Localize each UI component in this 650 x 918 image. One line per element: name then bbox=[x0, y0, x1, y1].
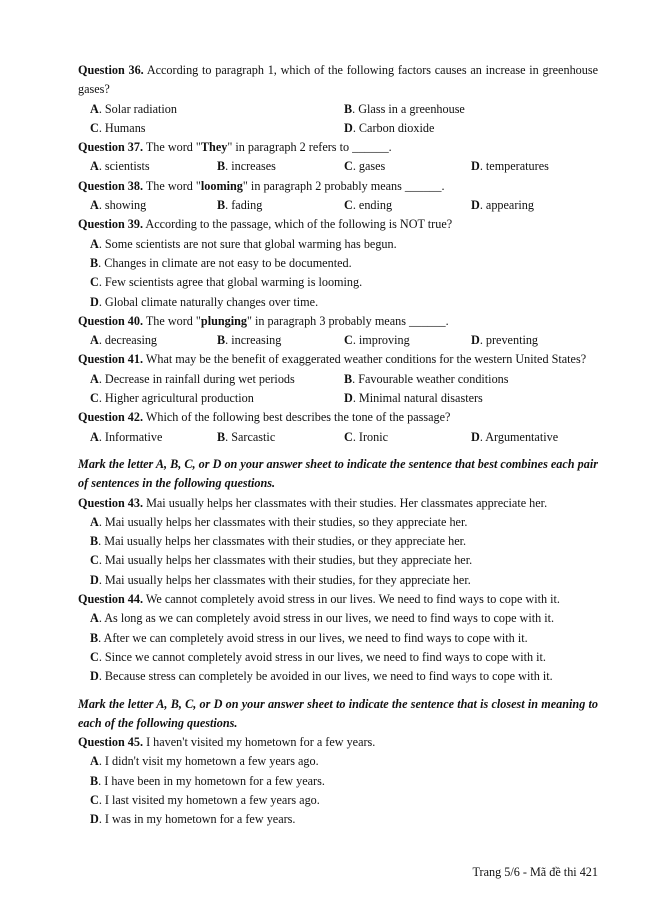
target-word: plunging bbox=[200, 313, 247, 328]
question-39 bbox=[78, 215, 598, 234]
option-letter: C bbox=[344, 429, 353, 444]
option-text: The word " bbox=[145, 178, 201, 193]
option-d[interactable]: D. appearing bbox=[471, 198, 534, 213]
option-text: " in paragraph 2 probably means ______. bbox=[242, 178, 445, 193]
option-text: Mai usually helps her classmates with their studies. Her classmates appreciate her. bbox=[146, 495, 548, 510]
option-text: Humans bbox=[104, 120, 146, 135]
option-letter: C bbox=[90, 275, 99, 290]
option-letter: A bbox=[90, 159, 99, 174]
option-text: Glass in a greenhouse bbox=[358, 101, 465, 116]
option-letter: B bbox=[217, 333, 226, 348]
option-text: Favourable weather conditions bbox=[358, 371, 509, 386]
option-text: We cannot completely avoid stress in our lives. We need to find ways to cope with it. bbox=[145, 592, 560, 607]
option-text: appearing bbox=[485, 198, 534, 213]
option-letter: A bbox=[90, 514, 99, 529]
options-row bbox=[78, 157, 598, 176]
option-text: decreasing bbox=[104, 333, 158, 348]
option-c[interactable]: C. Since we cannot completely avoid stress in our lives, we need to find ways to cope with it. bbox=[90, 649, 546, 664]
option-c[interactable]: C. Ironic bbox=[344, 429, 389, 444]
option-letter: Question 43. bbox=[78, 495, 144, 510]
option-a[interactable]: A. As long as we can completely avoid stress in our lives, we need to find ways to cope with it. bbox=[90, 611, 555, 626]
option-b[interactable]: B. After we can completely avoid stress in our lives, we need to find ways to cope with it. bbox=[90, 630, 528, 645]
option-letter: B bbox=[90, 630, 99, 645]
question-37 bbox=[78, 138, 598, 157]
question-label: Question 36. bbox=[78, 63, 144, 77]
option-text: " in paragraph 2 refers to ______. bbox=[227, 140, 392, 155]
option-letter: A bbox=[90, 754, 99, 769]
option-text: Mai usually helps her classmates with their studies, but they appreciate her. bbox=[104, 553, 473, 568]
option-d[interactable]: D. I was in my hometown for a few years. bbox=[90, 812, 296, 827]
option-a[interactable]: A. Solar radiation bbox=[90, 101, 177, 116]
exam-page bbox=[78, 61, 598, 830]
option-text: improving bbox=[358, 333, 410, 348]
question-43 bbox=[78, 494, 598, 513]
option-text: increases bbox=[231, 159, 276, 174]
option-c[interactable]: C. I last visited my hometown a few years ago. bbox=[90, 792, 320, 807]
section-instruction-combine: Mark the letter A, B, C, or D on your answer sheet to indicate the sentence that best combines each pair of sentences in the following questions. bbox=[78, 456, 598, 491]
option-text: Some scientists are not sure that global warming has begun. bbox=[104, 236, 397, 251]
option-text: Changes in climate are not easy to be documented. bbox=[104, 255, 352, 270]
option-letter: B bbox=[344, 371, 353, 386]
option-letter: B bbox=[217, 429, 226, 444]
option-b[interactable]: B. Sarcastic bbox=[217, 429, 276, 444]
option-c[interactable]: C. ending bbox=[344, 198, 393, 213]
option-text: I last visited my hometown a few years ago. bbox=[104, 792, 320, 807]
option-c[interactable]: C. Humans bbox=[90, 120, 146, 135]
option-a[interactable]: A. I didn't visit my hometown a few years ago. bbox=[90, 754, 319, 769]
options-row bbox=[78, 389, 598, 408]
option-letter: C bbox=[90, 649, 99, 664]
options-row bbox=[78, 196, 598, 215]
option-text: Mai usually helps her classmates with their studies, so they appreciate her. bbox=[104, 514, 468, 529]
option-letter: A bbox=[90, 429, 99, 444]
option-letter: B bbox=[344, 101, 353, 116]
option-letter: D bbox=[344, 120, 353, 135]
options-row bbox=[78, 370, 598, 389]
option-text: According to the passage, which of the following is NOT true? bbox=[145, 217, 453, 232]
option-letter: B bbox=[217, 159, 226, 174]
question-42 bbox=[78, 408, 598, 427]
option-d[interactable]: D. preventing bbox=[471, 333, 539, 348]
option-letter: B bbox=[90, 255, 99, 270]
option-b[interactable]: B. Glass in a greenhouse bbox=[344, 101, 465, 116]
option-a[interactable]: A. scientists bbox=[90, 159, 150, 174]
option-letter: C bbox=[90, 120, 99, 135]
option-text: Since we cannot completely avoid stress in our lives, we need to find ways to cope with it. bbox=[104, 649, 546, 664]
options-row bbox=[78, 100, 598, 119]
option-d[interactable]: D. Argumentative bbox=[471, 429, 559, 444]
option-text: Mai usually helps her classmates with their studies, for they appreciate her. bbox=[104, 572, 471, 587]
option-c[interactable]: C. Mai usually helps her classmates with their studies, but they appreciate her. bbox=[90, 553, 473, 568]
question-44 bbox=[78, 590, 598, 609]
option-c[interactable]: C. Higher agricultural production bbox=[90, 391, 254, 406]
option-letter: Question 37. bbox=[78, 140, 144, 155]
option-letter: D bbox=[90, 669, 99, 684]
option-c[interactable]: C. Few scientists agree that global warming is looming. bbox=[90, 275, 363, 290]
option-text: showing bbox=[104, 198, 147, 213]
option-text: gases bbox=[358, 159, 386, 174]
option-text: The word " bbox=[145, 140, 201, 155]
option-text: " in paragraph 3 probably means ______. bbox=[247, 313, 449, 328]
options-row bbox=[78, 119, 598, 138]
option-text: Informative bbox=[104, 429, 163, 444]
section-instruction-closest-meaning: Mark the letter A, B, C, or D on your answer sheet to indicate the sentence that is closest in meaning to each of the following questions. bbox=[78, 696, 598, 730]
option-letter: Question 41. bbox=[78, 352, 144, 367]
option-c[interactable]: C. gases bbox=[344, 159, 386, 174]
option-letter: C bbox=[90, 553, 99, 568]
option-b[interactable]: B. fading bbox=[217, 198, 263, 213]
option-text: Solar radiation bbox=[104, 101, 177, 116]
option-a[interactable]: A. Mai usually helps her classmates with their studies, so they appreciate her. bbox=[90, 514, 468, 529]
option-letter: D bbox=[90, 572, 99, 587]
option-text: preventing bbox=[485, 333, 539, 348]
option-text: Argumentative bbox=[485, 429, 559, 444]
option-text: temperatures bbox=[485, 159, 549, 174]
option-b[interactable]: B. increasing bbox=[217, 333, 282, 348]
option-text: Mai usually helps her classmates with their studies, or they appreciate her. bbox=[104, 534, 467, 549]
option-text: After we can completely avoid stress in our lives, we need to find ways to cope with it. bbox=[103, 630, 528, 645]
option-letter: Question 38. bbox=[78, 178, 144, 193]
question-45 bbox=[78, 733, 598, 752]
options-row bbox=[78, 331, 598, 350]
option-letter: Question 45. bbox=[78, 735, 144, 750]
option-letter: D bbox=[471, 198, 480, 213]
question-40 bbox=[78, 312, 598, 331]
option-letter: A bbox=[90, 611, 99, 626]
option-letter: D bbox=[471, 333, 480, 348]
option-d[interactable]: D. Mai usually helps her classmates with their studies, for they appreciate her. bbox=[90, 572, 471, 587]
option-b[interactable]: B. Changes in climate are not easy to be documented. bbox=[90, 255, 352, 270]
option-text: I didn't visit my hometown a few years ago. bbox=[104, 754, 319, 769]
option-letter: C bbox=[90, 792, 99, 807]
option-text: I haven't visited my hometown for a few years. bbox=[146, 735, 376, 750]
option-a[interactable]: A. decreasing bbox=[90, 333, 158, 348]
option-text: ending bbox=[358, 198, 393, 213]
option-letter: A bbox=[90, 333, 99, 348]
option-letter: B bbox=[90, 534, 99, 549]
option-text: scientists bbox=[104, 159, 150, 174]
option-text: The word " bbox=[145, 313, 201, 328]
option-letter: D bbox=[90, 812, 99, 827]
option-text: I have been in my hometown for a few years. bbox=[104, 773, 325, 788]
option-letter: Question 40. bbox=[78, 313, 144, 328]
option-d[interactable]: D. Global climate naturally changes over time. bbox=[90, 294, 319, 309]
option-a[interactable]: A. Decrease in rainfall during wet periods bbox=[90, 371, 295, 386]
option-b[interactable]: B. Mai usually helps her classmates with their studies, or they appreciate her. bbox=[90, 534, 467, 549]
options-row bbox=[78, 428, 598, 447]
option-a[interactable]: A. Informative bbox=[90, 429, 163, 444]
option-text: increasing bbox=[231, 333, 282, 348]
option-d[interactable]: D. Carbon dioxide bbox=[344, 120, 435, 135]
option-text: Global climate naturally changes over time. bbox=[104, 294, 319, 309]
target-word: They bbox=[200, 140, 228, 155]
option-letter: Question 42. bbox=[78, 410, 144, 425]
option-text: Minimal natural disasters bbox=[358, 391, 483, 406]
option-text: Sarcastic bbox=[231, 429, 276, 444]
option-letter: Question 44. bbox=[78, 592, 144, 607]
option-a[interactable]: A. showing bbox=[90, 198, 147, 213]
option-text: What may be the benefit of exaggerated weather conditions for the western United States? bbox=[145, 352, 587, 367]
option-letter: B bbox=[90, 773, 99, 788]
option-text: Few scientists agree that global warming is looming. bbox=[104, 275, 363, 290]
option-c[interactable]: C. improving bbox=[344, 333, 410, 348]
option-text: Carbon dioxide bbox=[358, 120, 435, 135]
option-letter: A bbox=[90, 101, 99, 116]
option-letter: B bbox=[217, 198, 226, 213]
option-letter: C bbox=[344, 159, 353, 174]
option-letter: C bbox=[344, 198, 353, 213]
option-letter: A bbox=[90, 371, 99, 386]
option-text: Higher agricultural production bbox=[104, 391, 254, 406]
option-d[interactable]: D. temperatures bbox=[471, 159, 549, 174]
option-letter: D bbox=[344, 391, 353, 406]
option-text: Ironic bbox=[358, 429, 389, 444]
option-b[interactable]: B. I have been in my hometown for a few years. bbox=[90, 773, 325, 788]
option-text: As long as we can completely avoid stress in our lives, we need to find ways to cope with it. bbox=[104, 611, 555, 626]
option-text: Which of the following best describes the tone of the passage? bbox=[145, 410, 451, 425]
option-letter: D bbox=[471, 159, 480, 174]
option-text: I was in my hometown for a few years. bbox=[104, 812, 296, 827]
option-b[interactable]: B. increases bbox=[217, 159, 276, 174]
option-letter: A bbox=[90, 198, 99, 213]
option-letter: A bbox=[90, 236, 99, 251]
option-letter: Question 39. bbox=[78, 217, 144, 232]
question-36 bbox=[78, 61, 598, 100]
option-letter: C bbox=[90, 391, 99, 406]
target-word: looming bbox=[200, 178, 243, 193]
option-a[interactable]: A. Some scientists are not sure that global warming has begun. bbox=[90, 236, 397, 251]
option-d[interactable]: D. Because stress can completely be avoided in our lives, we need to find ways to cope with it. bbox=[90, 669, 553, 684]
option-letter: C bbox=[344, 333, 353, 348]
question-38 bbox=[78, 177, 598, 196]
page-footer: Trang 5/6 - Mã đề thi 421 bbox=[472, 865, 598, 879]
option-text: Because stress can completely be avoided in our lives, we need to find ways to cope with it. bbox=[104, 669, 553, 684]
question-text: According to paragraph 1, which of the following factors causes an increase in greenhouse gases? bbox=[78, 63, 598, 97]
option-letter: D bbox=[90, 294, 99, 309]
option-text: Decrease in rainfall during wet periods bbox=[104, 371, 295, 386]
question-41 bbox=[78, 350, 598, 369]
option-d[interactable]: D. Minimal natural disasters bbox=[344, 391, 483, 406]
option-letter: D bbox=[471, 429, 480, 444]
option-text: fading bbox=[231, 198, 263, 213]
option-b[interactable]: B. Favourable weather conditions bbox=[344, 371, 509, 386]
